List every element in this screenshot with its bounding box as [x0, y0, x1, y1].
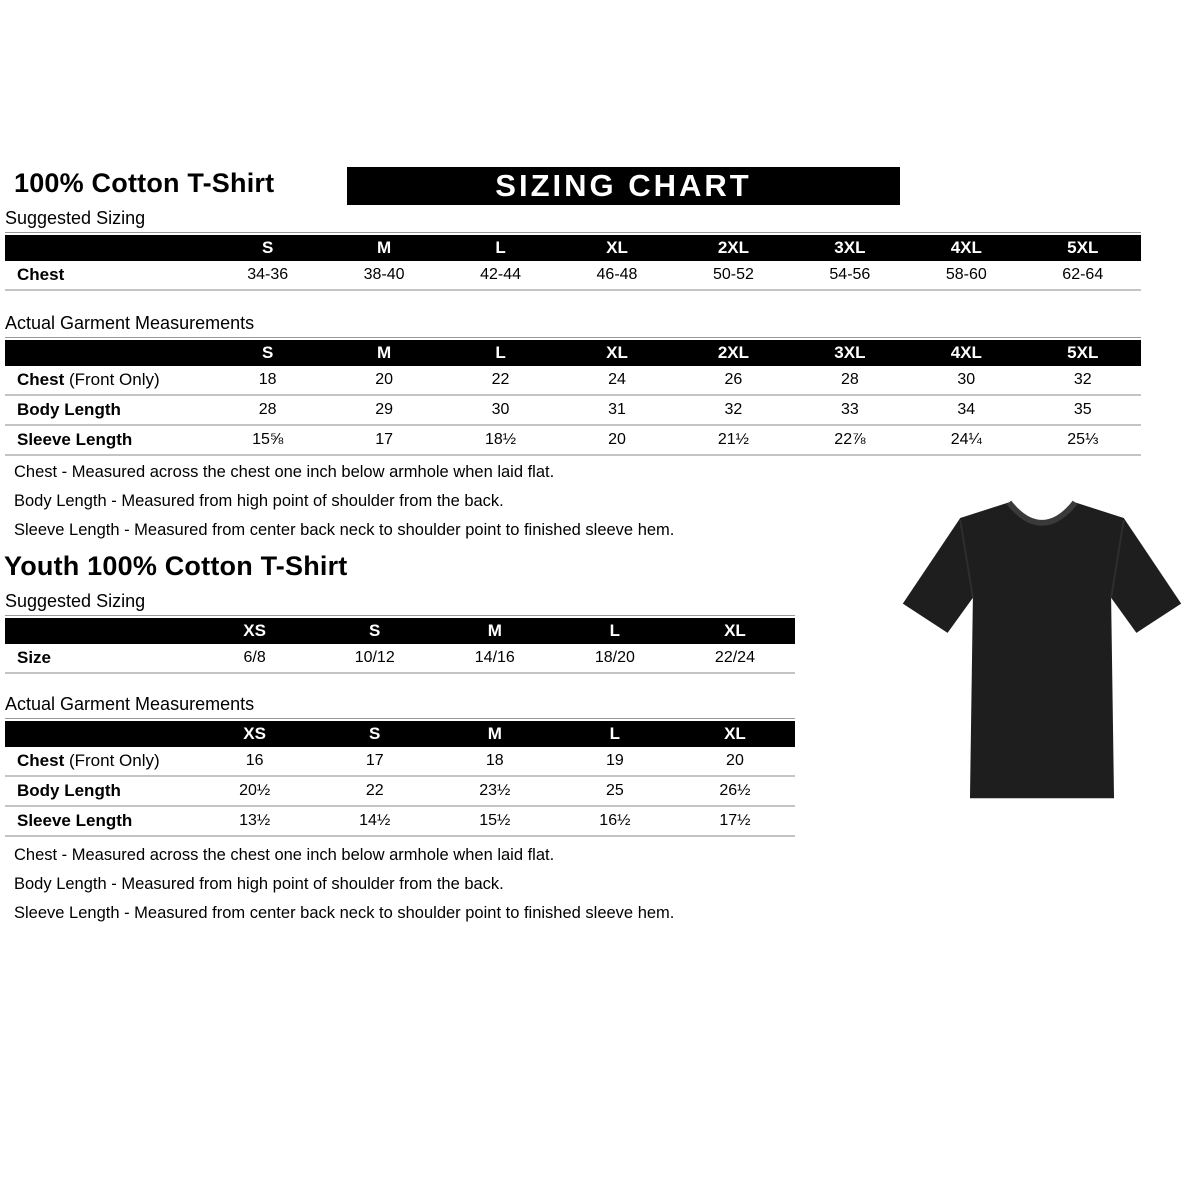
size-column-header: L — [442, 340, 558, 366]
note-chest: Chest - Measured across the chest one inch below armhole when laid flat. — [14, 846, 555, 864]
row-label: Sleeve Length — [17, 811, 133, 830]
size-column-header: 4XL — [908, 235, 1024, 261]
measurement-cell: 6/8 — [243, 649, 266, 666]
size-column-header: 3XL — [792, 340, 908, 366]
table-row — [5, 806, 795, 836]
measurement-cell: 25⅓ — [1067, 431, 1099, 448]
measurement-cell: 17 — [365, 752, 384, 769]
size-column-header: S — [209, 340, 325, 366]
measurement-cell: 34-36 — [247, 266, 289, 283]
measurement-cell: 50-52 — [712, 266, 754, 283]
measurement-cell: 10/12 — [354, 649, 395, 666]
corner-cell — [5, 235, 209, 261]
size-column-header: 5XL — [1025, 340, 1141, 366]
measurement-cell: 18½ — [484, 431, 517, 448]
size-column-header: 3XL — [792, 235, 908, 261]
size-column-header: 4XL — [908, 340, 1024, 366]
measurement-cell: 24 — [608, 371, 626, 388]
youth-suggested-sizing-label: Suggested Sizing — [5, 591, 795, 616]
corner-cell — [5, 618, 195, 644]
measurement-cell: 28 — [258, 401, 277, 418]
youth-suggested-sizing-table — [5, 618, 795, 674]
measurement-cell: 38-40 — [363, 266, 405, 283]
size-column-header: M — [435, 618, 555, 644]
youth-measurement-notes — [14, 841, 674, 928]
size-column-header: 2XL — [675, 340, 791, 366]
measurement-cell: 20 — [726, 752, 744, 769]
measurement-cell: 32 — [1073, 371, 1092, 388]
table-row — [5, 425, 1141, 455]
adult-actual-measurements-label: Actual Garment Measurements — [5, 313, 1141, 338]
youth-actual-measurements-table — [5, 721, 795, 837]
measurement-cell: 13½ — [239, 812, 271, 829]
size-column-header: XL — [675, 721, 795, 747]
tshirt-body-shape — [903, 502, 1181, 798]
size-column-header: 2XL — [675, 235, 791, 261]
measurement-cell: 22 — [491, 371, 510, 388]
size-column-header: S — [315, 721, 435, 747]
measurement-cell: 24¼ — [950, 431, 982, 448]
row-label: Size — [17, 648, 52, 667]
measurement-cell: 34 — [957, 401, 976, 418]
size-column-header: XS — [195, 721, 315, 747]
row-label: Body Length — [17, 781, 121, 800]
note-chest: Chest - Measured across the chest one inch below armhole when laid flat. — [14, 463, 555, 481]
note-body-length: Body Length - Measured from high point of shoulder from the back. — [14, 492, 504, 510]
size-column-header: L — [442, 235, 558, 261]
row-label: Chest (Front Only) — [17, 751, 160, 770]
size-column-header: XL — [559, 340, 675, 366]
measurement-cell: 58-60 — [945, 266, 987, 283]
size-column-header: M — [326, 235, 442, 261]
row-label: Sleeve Length — [17, 430, 133, 449]
measurement-cell: 28 — [840, 371, 859, 388]
adult-suggested-sizing-table — [5, 235, 1141, 291]
measurement-cell: 33 — [840, 401, 859, 418]
measurement-cell: 19 — [605, 752, 624, 769]
tshirt-image — [896, 476, 1188, 813]
measurement-cell: 30 — [491, 401, 510, 418]
measurement-cell: 22/24 — [714, 649, 755, 666]
measurement-cell: 15⅝ — [252, 431, 284, 448]
table-row — [5, 644, 795, 673]
measurement-cell: 20½ — [239, 782, 271, 799]
measurement-cell: 21½ — [717, 431, 749, 448]
measurement-cell: 18/20 — [594, 649, 635, 666]
measurement-cell: 15½ — [479, 812, 511, 829]
size-table — [5, 340, 1141, 456]
note-body-length: Body Length - Measured from high point of shoulder from the back. — [14, 875, 504, 893]
adult-section-title: 100% Cotton T-Shirt — [14, 168, 275, 198]
measurement-cell: 16 — [245, 752, 264, 769]
adult-actual-measurements-table — [5, 340, 1141, 456]
size-column-header: L — [555, 618, 675, 644]
measurement-cell: 22 — [365, 782, 384, 799]
measurement-cell: 30 — [957, 371, 976, 388]
youth-section-title: Youth 100% Cotton T-Shirt — [4, 551, 348, 581]
measurement-cell: 31 — [608, 401, 626, 418]
adult-measurement-notes — [14, 458, 674, 545]
note-sleeve-length: Sleeve Length - Measured from center back neck to shoulder point to finished sleeve hem. — [14, 904, 675, 922]
measurement-cell: 18 — [258, 371, 277, 388]
sizing-chart-banner: SIZING CHART — [347, 167, 900, 205]
measurement-cell: 26 — [724, 371, 743, 388]
note-sleeve-length: Sleeve Length - Measured from center back neck to shoulder point to finished sleeve hem. — [14, 521, 675, 539]
size-table — [5, 618, 795, 674]
table-row — [5, 261, 1141, 290]
row-label: Body Length — [17, 400, 121, 419]
size-column-header: S — [209, 235, 325, 261]
measurement-cell: 62-64 — [1062, 266, 1104, 283]
measurement-cell: 54-56 — [829, 266, 871, 283]
table-row — [5, 747, 795, 776]
youth-actual-measurements-label: Actual Garment Measurements — [5, 694, 795, 719]
size-column-header: XL — [559, 235, 675, 261]
row-label: Chest (Front Only) — [17, 370, 160, 389]
measurement-cell: 20 — [608, 431, 626, 448]
size-column-header: L — [555, 721, 675, 747]
row-label: Chest — [17, 265, 65, 284]
size-table — [5, 721, 795, 837]
size-column-header: 5XL — [1025, 235, 1141, 261]
table-row — [5, 776, 795, 806]
measurement-cell: 46-48 — [596, 266, 638, 283]
size-column-header: M — [435, 721, 555, 747]
size-column-header: S — [315, 618, 435, 644]
size-column-header: XL — [675, 618, 795, 644]
table-row — [5, 366, 1141, 395]
measurement-cell: 42-44 — [480, 266, 522, 283]
adult-suggested-sizing-label: Suggested Sizing — [5, 208, 1141, 233]
measurement-cell: 18 — [485, 752, 504, 769]
measurement-cell: 14½ — [359, 812, 391, 829]
measurement-cell: 20 — [375, 371, 394, 388]
measurement-cell: 22⅞ — [834, 431, 866, 448]
measurement-cell: 17 — [375, 431, 394, 448]
size-column-header: XS — [195, 618, 315, 644]
size-table — [5, 235, 1141, 291]
measurement-cell: 14/16 — [474, 649, 515, 666]
measurement-cell: 29 — [375, 401, 394, 418]
measurement-cell: 32 — [724, 401, 743, 418]
measurement-cell: 26½ — [719, 782, 751, 799]
measurement-cell: 16½ — [599, 812, 631, 829]
size-column-header: M — [326, 340, 442, 366]
corner-cell — [5, 721, 195, 747]
corner-cell — [5, 340, 209, 366]
measurement-cell: 17½ — [719, 812, 751, 829]
measurement-cell: 35 — [1073, 401, 1092, 418]
measurement-cell: 25 — [605, 782, 624, 799]
table-row — [5, 395, 1141, 425]
measurement-cell: 23½ — [479, 782, 511, 799]
